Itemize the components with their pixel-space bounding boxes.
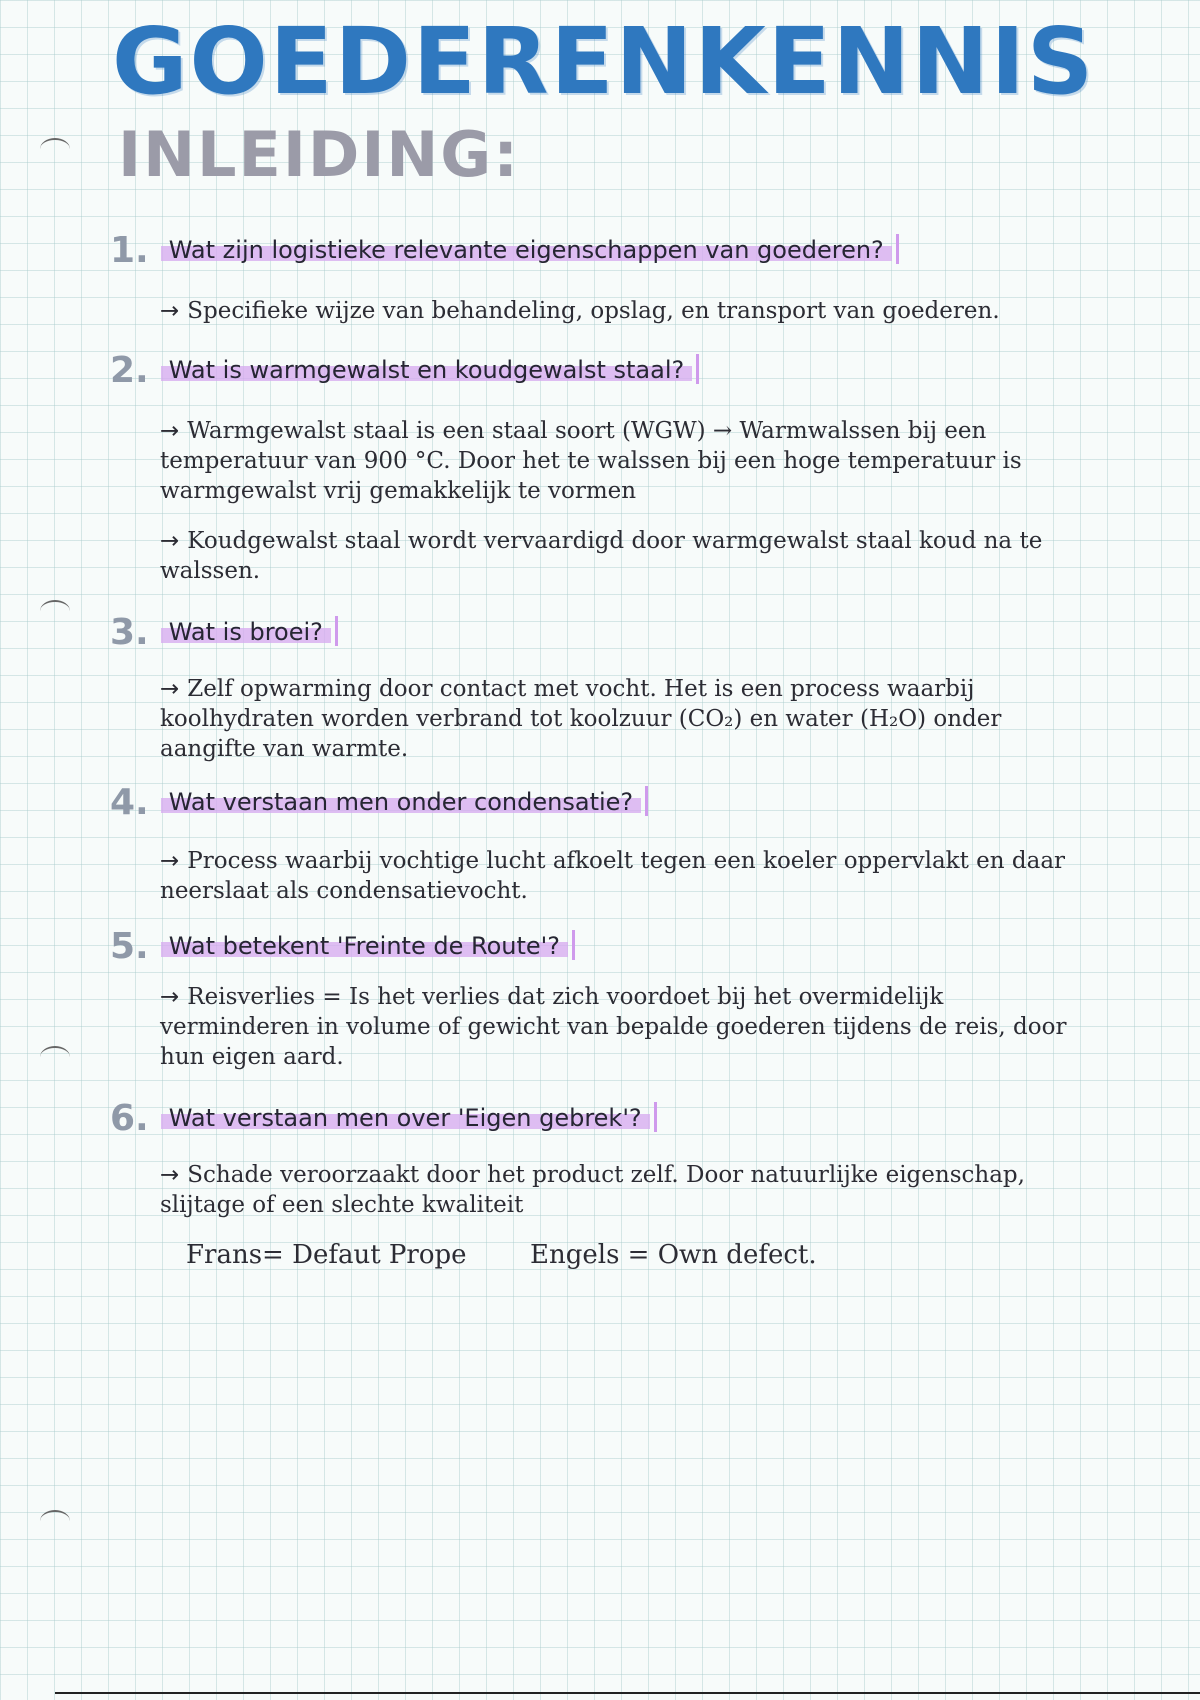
question-number: 5. bbox=[110, 926, 149, 967]
answer bbox=[160, 416, 1080, 506]
arrow-icon: → bbox=[160, 528, 180, 554]
question-text: Wat zijn logistieke relevante eigenschappen van goederen? bbox=[161, 236, 892, 264]
answer bbox=[160, 674, 1080, 764]
page-title: GOEDERENKENNIS bbox=[112, 8, 1096, 115]
question-number: 1. bbox=[110, 230, 149, 271]
page-bottom-line bbox=[55, 1692, 1200, 1694]
answer-text: Reisverlies = Is het verlies dat zich voordoet bij het overmidelijk verminderen in volume of gewicht van bepalde goederen tijdens de reis, door hun eigen aard. bbox=[160, 984, 1067, 1070]
arrow-icon: → bbox=[160, 418, 180, 444]
question-text: Wat betekent 'Freinte de Route'? bbox=[161, 932, 568, 960]
margin-mark bbox=[40, 138, 70, 160]
highlight-bar bbox=[572, 930, 575, 960]
margin-mark bbox=[40, 1046, 70, 1068]
question-4 bbox=[110, 784, 648, 824]
question-2 bbox=[110, 352, 699, 392]
answer bbox=[160, 1160, 1080, 1220]
question-text: Wat is broei? bbox=[161, 618, 331, 646]
arrow-icon: → bbox=[160, 984, 180, 1010]
highlight-bar bbox=[896, 234, 899, 264]
question-number: 4. bbox=[110, 782, 149, 823]
answer bbox=[160, 846, 1080, 906]
question-text: Wat verstaan men onder condensatie? bbox=[161, 788, 641, 816]
section-heading: INLEIDING: bbox=[118, 118, 520, 191]
translation-french: Frans= Defaut Prope bbox=[186, 1240, 467, 1270]
arrow-icon: → bbox=[160, 1162, 180, 1188]
answer-text: Warmgewalst staal is een staal soort (WGW) → Warmwalssen bij een temperatuur van 900 °C. Door het te walssen bij een hoge temperatuur is warmgewalst vrij gemakkelijk te vormen bbox=[160, 418, 1022, 504]
question-3 bbox=[110, 614, 338, 654]
margin-mark bbox=[40, 1510, 70, 1532]
question-number: 2. bbox=[110, 350, 149, 391]
question-6 bbox=[110, 1100, 657, 1140]
question-1 bbox=[110, 232, 899, 272]
highlight-bar bbox=[696, 354, 699, 384]
question-5 bbox=[110, 928, 575, 968]
answer-text: Specifieke wijze van behandeling, opslag, en transport van goederen. bbox=[187, 298, 1000, 324]
question-text: Wat is warmgewalst en koudgewalst staal? bbox=[161, 356, 693, 384]
answer-text: Koudgewalst staal wordt vervaardigd door warmgewalst staal koud na te walssen. bbox=[160, 528, 1043, 584]
question-text: Wat verstaan men over 'Eigen gebrek'? bbox=[161, 1104, 650, 1132]
question-number: 6. bbox=[110, 1098, 149, 1139]
translation-english: Engels = Own defect. bbox=[530, 1240, 817, 1270]
arrow-icon: → bbox=[160, 848, 180, 874]
margin-mark bbox=[40, 600, 70, 622]
highlight-bar bbox=[335, 616, 338, 646]
answer bbox=[160, 526, 1080, 586]
answer-text: Zelf opwarming door contact met vocht. Het is een process waarbij koolhydraten worden verbrand tot koolzuur (CO₂) en water (H₂O) onder aangifte van warmte. bbox=[160, 676, 1002, 762]
question-number: 3. bbox=[110, 612, 149, 653]
answer-text: Process waarbij vochtige lucht afkoelt tegen een koeler oppervlakt en daar neerslaat als condensatievocht. bbox=[160, 848, 1066, 904]
answer-text: Schade veroorzaakt door het product zelf. Door natuurlijke eigenschap, slijtage of een slechte kwaliteit bbox=[160, 1162, 1025, 1218]
arrow-icon: → bbox=[160, 676, 180, 702]
answer bbox=[160, 296, 1080, 326]
answer bbox=[160, 982, 1080, 1072]
highlight-bar bbox=[654, 1102, 657, 1132]
highlight-bar bbox=[645, 786, 648, 816]
arrow-icon: → bbox=[160, 298, 180, 324]
